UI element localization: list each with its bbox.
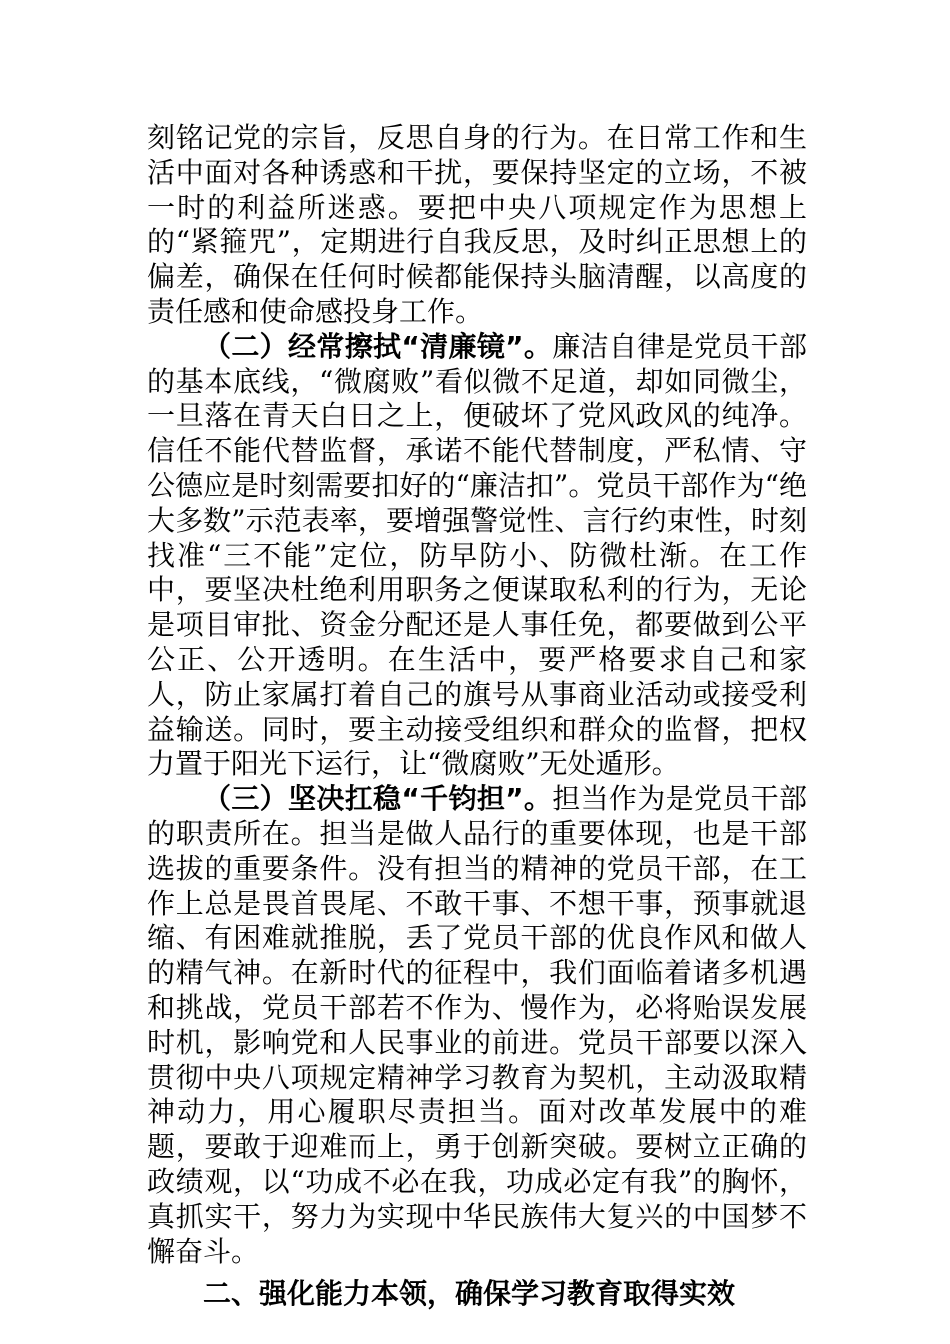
section-heading: 二、强化能力本领，确保学习教育取得实效: [203, 1277, 736, 1311]
paragraph-2-lead: （二）经常擦拭“清廉镜”。: [203, 329, 553, 363]
paragraph-3: [147, 782, 807, 1269]
paragraph-2: [147, 330, 807, 782]
paragraph-3-lead: （三）坚决扛稳“千钧担”。: [203, 782, 553, 816]
paragraph-1: [147, 121, 807, 330]
paragraph-3-text: 担当作为是党员干部的职责所在。担当是做人品行的重要体现，也是干部选拔的重要条件。没有担当的精神的党员干部，在工作上总是畏首畏尾、不敢干事、不想干事，预事就退缩、有困难就推脱，丢了党员干部的优良作风和做人的精气神。在新时代的征程中，我们面临着诸多机遇和挑战，党员干部若不作为、慢作为，必将贻误发展时机，影响党和人民事业的前进。党员干部要以深入贯彻中央八项规定精神学习教育为契机，主动汲取精神动力，用心履职尽责担当。面对改革发展中的难题，要敢于迎难而上，勇于创新突破。要树立正确的政绩观，以“功成不必在我，功成必定有我”的胸怀，真抓实干，努力为实现中华民族伟大复兴的中国梦不懈奋斗。: [147, 782, 807, 1268]
paragraph-2-text: 廉洁自律是党员干部的基本底线，“微腐败”看似微不足道，却如同微尘，一旦落在青天白日之上，便破坏了党风政风的纯净。信任不能代替监督，承诺不能代替制度，严私情、守公德应是时刻需要扣好的“廉洁扣”。党员干部作为“绝大多数”示范表率，要增强警觉性、言行约束性，时刻找准“三不能”定位，防早防小、防微杜渐。在工作中，要坚决杜绝利用职务之便谋取私利的行为，无论是项目审批、资金分配还是人事任免，都要做到公平公正、公开透明。在生活中，要严格要求自己和家人，防止家属打着自己的旗号从事商业活动或接受利益输送。同时，要主动接受组织和群众的监督，把权力置于阳光下运行，让“微腐败”无处遁形。: [147, 329, 807, 781]
document-body: [147, 121, 807, 1312]
paragraph-1-text: 刻铭记党的宗旨，反思自身的行为。在日常工作和生活中面对各种诱惑和干扰，要保持坚定的立场，不被一时的利益所迷惑。要把中央八项规定作为思想上的“紧箍咒”，定期进行自我反思，及时纠正思想上的偏差，确保在任何时候都能保持头脑清醒，以高度的责任感和使命感投身工作。: [147, 121, 807, 328]
